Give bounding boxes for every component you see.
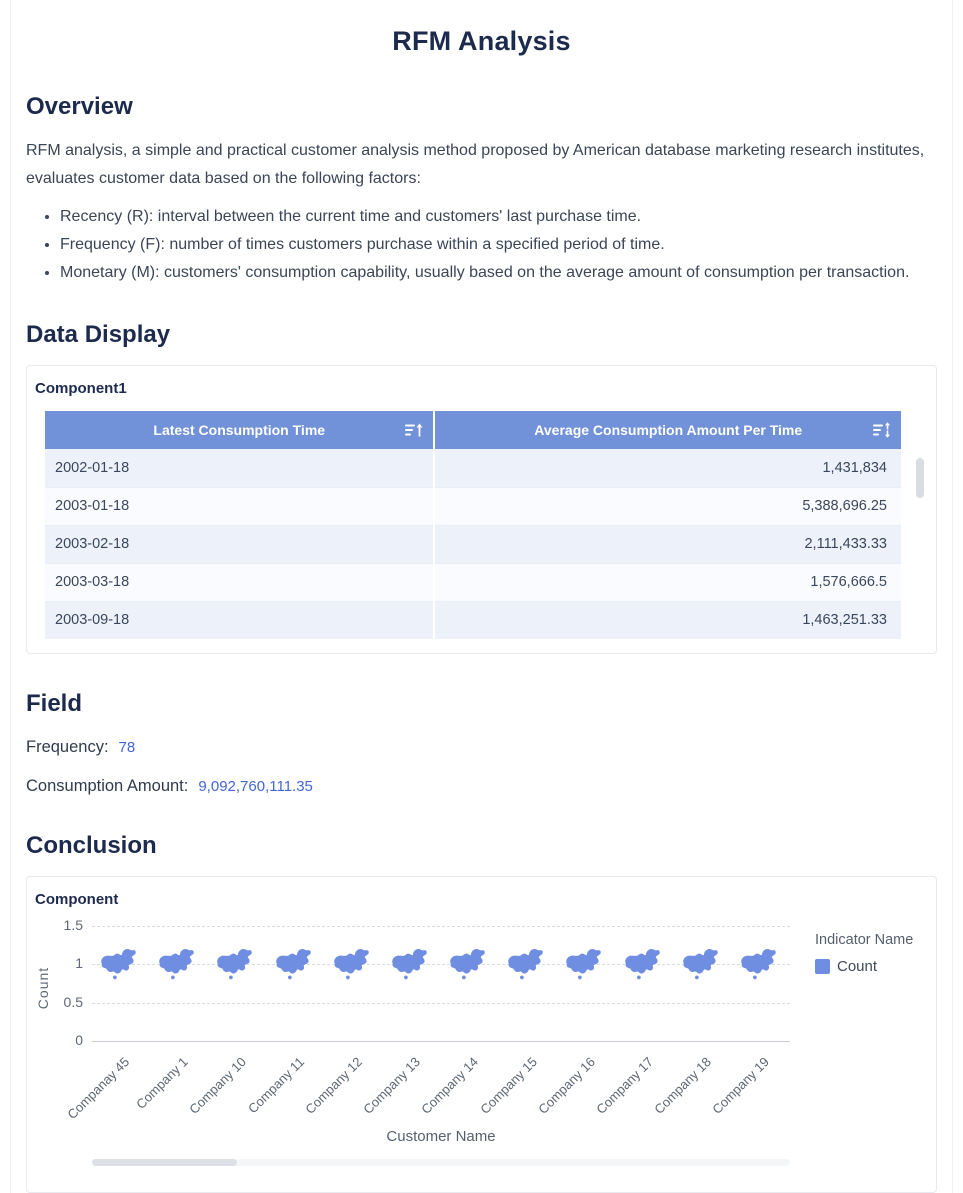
- data-point-china-symbol: [622, 945, 668, 983]
- amount-cell: 2,111,433.33: [434, 525, 901, 563]
- chart-horizontal-scrollbar-track: [92, 1159, 790, 1166]
- table-row: [45, 525, 901, 563]
- amount-cell: 1,576,666.5: [434, 563, 901, 601]
- data-point-china-symbol: [98, 945, 144, 983]
- amount-cell: 1,431,834: [434, 449, 901, 487]
- conclusion-card: [26, 876, 937, 1193]
- x-tick-label: Company 18: [651, 1054, 715, 1117]
- amount-cell: 5,388,696.25: [434, 487, 901, 525]
- component1-title: Component1: [35, 380, 127, 397]
- data-point-china-symbol: [505, 945, 551, 983]
- y-tick-label: 0: [75, 1032, 83, 1048]
- y-tick-label: 0.5: [63, 993, 83, 1010]
- data-display-heading: Data Display: [26, 321, 171, 348]
- field-item-consumption-amount: [26, 777, 937, 796]
- column-header-average-consumption-amount[interactable]: [434, 411, 901, 449]
- legend-title: Indicator Name: [815, 932, 914, 948]
- count-by-customer-chart: [35, 916, 920, 1178]
- component-title: Component: [35, 891, 119, 908]
- x-tick-label: Company 16: [534, 1054, 598, 1117]
- column-label: Average Consumption Amount Per Time: [534, 422, 803, 438]
- x-tick-label: Company 13: [360, 1054, 424, 1117]
- gridline: [92, 926, 790, 927]
- data-point-china-symbol: [447, 945, 493, 983]
- x-tick-label: Company 12: [302, 1054, 366, 1117]
- field-item-frequency: [26, 738, 937, 757]
- x-tick-label: Company 10: [185, 1054, 249, 1117]
- x-axis-line: [92, 1041, 790, 1042]
- x-tick-label: Company 19: [709, 1054, 773, 1117]
- date-cell: 2003-09-18: [45, 601, 434, 639]
- overview-heading: Overview: [26, 93, 133, 120]
- legend-swatch-icon: [815, 959, 830, 974]
- x-tick-label: Company 11: [244, 1054, 307, 1117]
- data-point-china-symbol: [156, 945, 202, 983]
- table-viewport: [45, 411, 916, 639]
- sort-both-icon[interactable]: [873, 422, 891, 438]
- data-display-card: [26, 365, 937, 654]
- bullet-monetary: • Monetary (M): customers' consumption capability, usually based on the average amount of consumption per transaction.: [60, 261, 937, 285]
- chart-horizontal-scrollbar-thumb[interactable]: [92, 1159, 237, 1166]
- data-point-china-symbol: [563, 945, 609, 983]
- x-tick-label: Company 1: [132, 1054, 191, 1112]
- legend-item-label: Count: [837, 958, 878, 975]
- column-label: Latest Consumption Time: [153, 422, 326, 438]
- date-cell: 2003-01-18: [45, 487, 434, 525]
- field-label: Consumption Amount:: [26, 777, 189, 795]
- x-axis-title: Customer Name: [386, 1128, 496, 1145]
- table-row: [45, 487, 901, 525]
- date-cell: 2002-01-18: [45, 449, 434, 487]
- field-value: 9,092,760,111.35: [198, 778, 313, 795]
- x-tick-label: Company 14: [418, 1054, 482, 1117]
- amount-cell: 1,463,251.33: [434, 601, 901, 639]
- data-point-china-symbol: [214, 945, 260, 983]
- table-header-row: [45, 411, 901, 449]
- overview-bullet-list: [26, 205, 937, 285]
- gridline: [92, 1003, 790, 1004]
- overview-paragraph: RFM analysis, a simple and practical customer analysis method proposed by American database marketing research institutes, evaluates customer data based on the following factors:: [26, 142, 925, 187]
- data-point-china-symbol: [331, 945, 377, 983]
- x-tick-label: Company 17: [593, 1054, 656, 1117]
- y-tick-label: 1: [75, 955, 83, 972]
- x-tick-label: Companay 45: [64, 1054, 133, 1123]
- bullet-frequency: • Frequency (F): number of times customers purchase within a specified period of time.: [60, 233, 937, 257]
- data-point-china-symbol: [738, 945, 784, 983]
- chart-legend: [815, 932, 913, 975]
- data-point-china-symbol: [389, 945, 435, 983]
- legend-item-count[interactable]: [815, 958, 913, 975]
- y-axis-title: Count: [35, 966, 51, 1010]
- bullet-recency: • Recency (R): interval between the current time and customers' last purchase time.: [60, 205, 937, 229]
- page-title: RFM Analysis: [392, 26, 571, 56]
- field-label: Frequency:: [26, 738, 109, 756]
- data-point-china-symbol: [273, 945, 319, 983]
- sort-ascending-icon[interactable]: [405, 422, 423, 438]
- report-page: [10, 0, 953, 1193]
- column-header-latest-consumption-time[interactable]: [45, 411, 434, 449]
- table-vertical-scrollbar-thumb[interactable]: [916, 458, 924, 498]
- field-value: 78: [118, 739, 136, 756]
- date-cell: 2003-03-18: [45, 563, 434, 601]
- x-tick-label: Company 15: [476, 1054, 540, 1117]
- table-row: [45, 601, 901, 639]
- rfm-table: [45, 411, 901, 639]
- date-cell: 2003-02-18: [45, 525, 434, 563]
- conclusion-heading: Conclusion: [26, 832, 157, 859]
- data-point-china-symbol: [680, 945, 726, 983]
- table-row: [45, 449, 901, 487]
- y-tick-label: 1.5: [63, 916, 83, 933]
- field-heading: Field: [26, 690, 83, 717]
- table-body: [45, 449, 901, 639]
- table-row: [45, 563, 901, 601]
